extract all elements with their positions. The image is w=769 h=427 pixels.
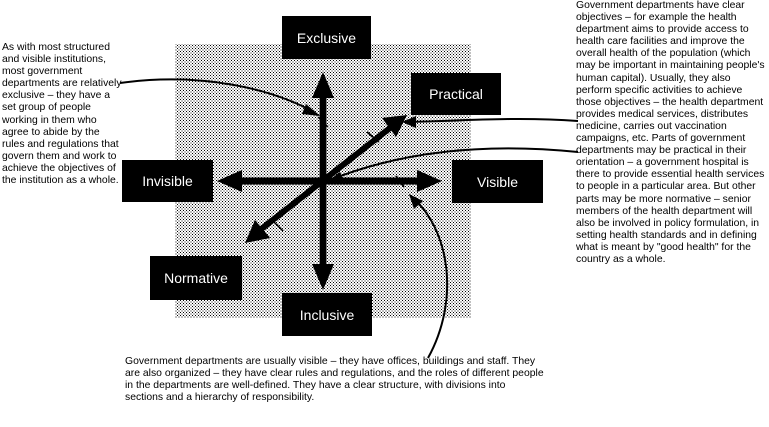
label-visible: Visible [452,160,543,203]
label-normative: Normative [150,256,242,300]
label-invisible: Invisible [122,160,213,202]
label-inclusive: Inclusive [282,293,372,336]
note-exclusive: As with most structured and visible institutions, most government departments are relatively exclusive – they have a set group of people working in them who agree to abide by the rules and regulations that govern them and work to achieve the objectives of the institution as a whole. [2,42,122,187]
label-practical: Practical [411,73,501,115]
note-objectives: Government departments have clear objectives – for example the health department aims to provide access to health care facilities and improve the overall health of the population (which may be important in maintaining people's human capital). Usually, they also perform specific activities to achieve those objectives – the health department provides medical services, distributes medicine, carries out vaccination campaigns, etc. Parts of government departments may be practical in their orientation – a government hospital is there to provide essential health services to people in a particular area. But other parts may be more normative – senior members of the health department will also be involved in policy formulation, in setting health standards and in defining what is meant by "good health" for the country as a whole. [576,0,765,265]
note-visible: Government departments are usually visible – they have offices, buildings and staff. They are also organized – they have clear rules and regulations, and the roles of different people in the departments are well-defined. They have a clear structure, with divisions into sections and a hierarchy of responsibility. [125,356,544,404]
label-exclusive: Exclusive [282,16,371,59]
